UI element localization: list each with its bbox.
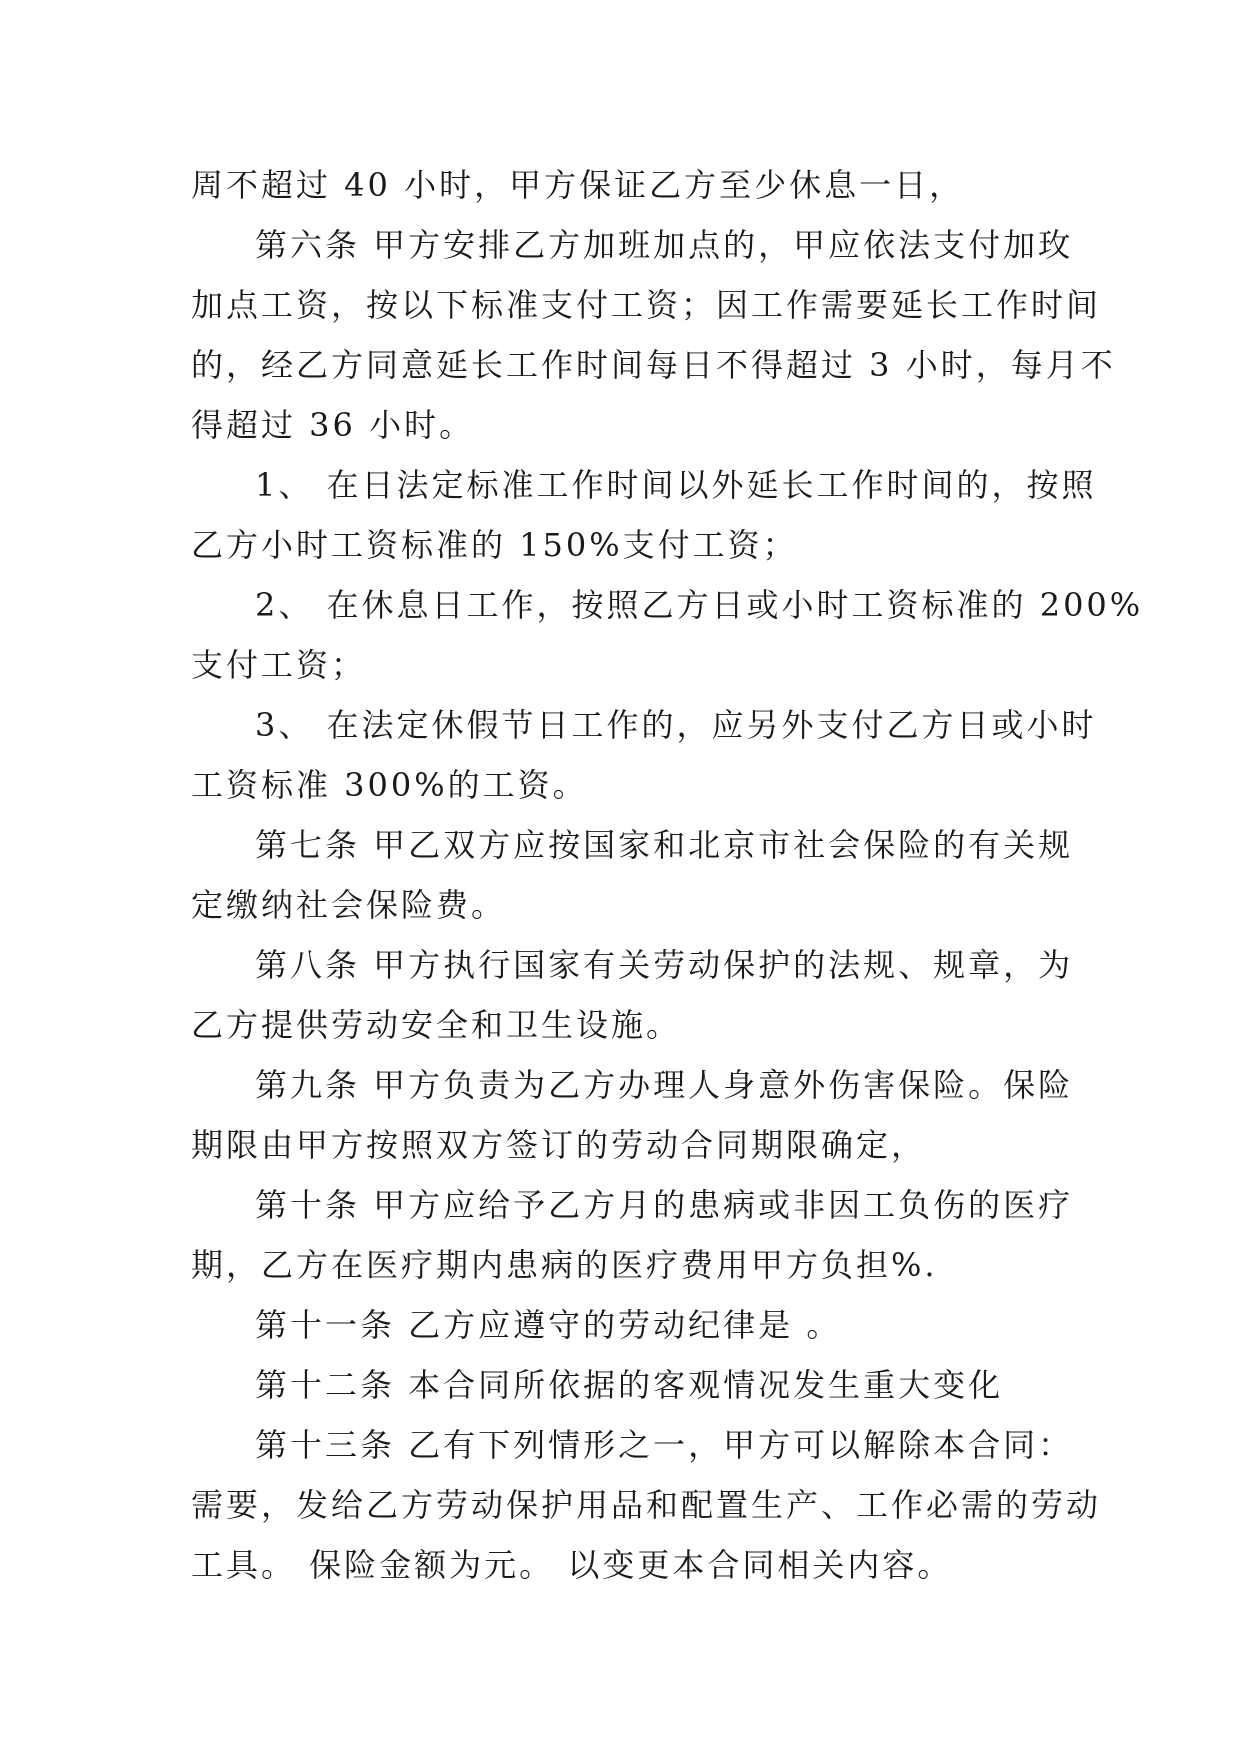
text-line: 定缴纳社会保险费。: [191, 886, 507, 924]
text-line: 第七条 甲乙双方应按国家和北京市社会保险的有关规: [255, 826, 1074, 864]
text-line: 第十三条 乙有下列情形之一，甲方可以解除本合同：: [255, 1426, 1074, 1464]
text-line: 期限由甲方按照双方签订的劳动合同期限确定，: [191, 1126, 927, 1164]
text-line: 支付工资；: [191, 646, 367, 684]
text-line: 第十条 甲方应给予乙方月的患病或非因工负伤的医疗: [255, 1186, 1074, 1224]
text-line: 第九条 甲方负责为乙方办理人身意外伤害保险。保险: [255, 1066, 1074, 1104]
text-line: 的，经乙方同意延长工作时间每日不得超过 3 小时，每月不: [191, 346, 1116, 384]
text-line: 周不超过 40 小时，甲方保证乙方至少休息一日，: [191, 166, 965, 204]
text-line: 1、 在日法定标准工作时间以外延长工作时间的，按照: [255, 466, 1097, 504]
document-body: [191, 163, 1144, 1603]
text-line: 第十二条 本合同所依据的客观情况发生重大变化: [255, 1366, 1004, 1404]
text-line: 期，乙方在医疗期内患病的医疗费用甲方负担%.: [191, 1246, 938, 1284]
text-line: 第六条 甲方安排乙方加班加点的，甲应依法支付加玫: [255, 226, 1074, 264]
text-line: 3、 在法定休假节日工作的，应另外支付乙方日或小时: [255, 706, 1097, 744]
text-line: 2、 在休息日工作，按照乙方日或小时工资标准的 200%: [255, 586, 1144, 624]
text-line: 加点工资，按以下标准支付工资；因工作需要延长工作时间: [191, 286, 1102, 324]
text-line: 第八条 甲方执行国家有关劳动保护的法规、规章，为: [255, 946, 1074, 984]
text-line: 第十一条 乙方应遵守的劳动纪律是 。: [255, 1306, 842, 1344]
text-line: 需要，发给乙方劳动保护用品和配置生产、工作必需的劳动: [191, 1486, 1102, 1524]
text-line: 工资标准 300%的工资。: [191, 766, 588, 804]
text-line: 得超过 36 小时。: [191, 406, 475, 444]
text-line: 工具。 保险金额为元。 以变更本合同相关内容。: [191, 1546, 953, 1584]
text-line: 乙方小时工资标准的 150%支付工资；: [191, 526, 798, 564]
text-line: 乙方提供劳动安全和卫生设施。: [191, 1006, 682, 1044]
